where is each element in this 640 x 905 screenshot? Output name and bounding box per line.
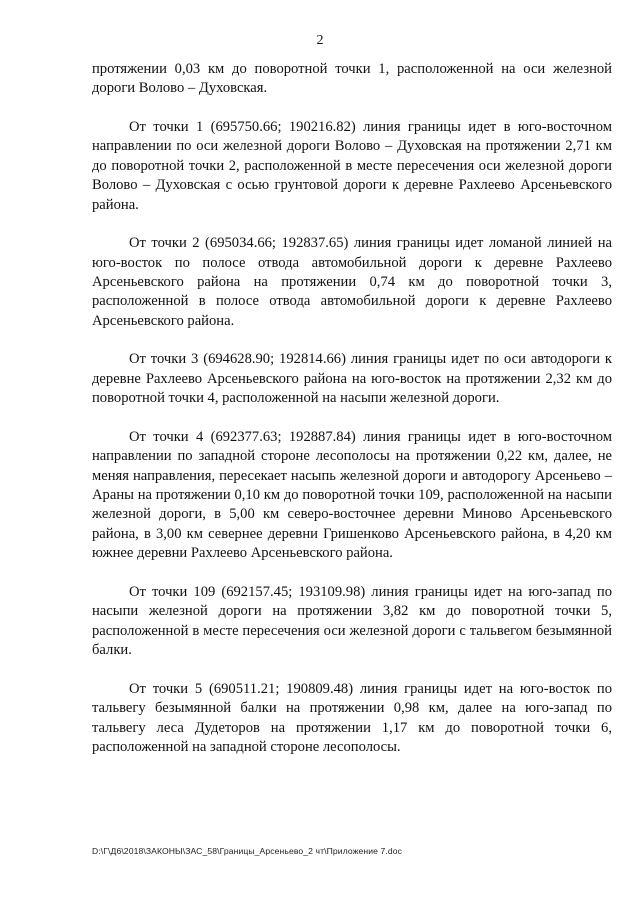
- paragraph-point-109: От точки 109 (692157.45; 193109.98) линия границы идет на юго-запад по насыпи железной дороги на протяжении 3,82 км до поворотной точки 5, расположенной в месте пересечения оси железной дороги с тальвегом безымянной балки.: [92, 583, 612, 659]
- paragraph-point-5: От точки 5 (690511.21; 190809.48) линия границы идет на юго-восток по тальвегу безымянной балки на протяжении 0,98 км, далее на юго-запад по тальвегу леса Дудеторов на протяжении 1,17 км до поворотной точки 6, расположенной на западной стороне лесополосы.: [92, 680, 612, 755]
- document-body: [92, 60, 612, 777]
- paragraph-point-2: От точки 2 (695034.66; 192837.65) линия границы идет ломаной линией на юго-восток по полосе отвода автомобильной дороги к деревне Рахлеево Арсеньевского района на протяжении 0,74 км до поворотной точки 3, расположенной в полосе отвода автомобильной дороги к деревне Рахлеево Арсеньевского района.: [92, 235, 612, 329]
- footer-file-path: D:\Г\Д6\2018\ЗАКОНЫ\ЗАС_58\Границы_Арсеньево_2 чт\Приложение 7.doc: [92, 846, 403, 856]
- page-number: 2: [316, 33, 324, 48]
- paragraph-continuation: протяжении 0,03 км до поворотной точки 1, расположенной на оси железной дороги Волово – Духовская.: [92, 61, 612, 97]
- paragraph-point-4: От точки 4 (692377.63; 192887.84) линия границы идет в юго-восточном направлении по западной стороне лесополосы на протяжении 0,22 км, далее, не меняя направления, пересекает насыпь железной дороги и автодорогу Арсеньево – Араны на протяжении 0,10 км до поворотной точки 109, расположенной на насыпи железной дороги, в 5,00 км северо-восточнее деревни Миново Арсеньевского района, в 3,00 км севернее деревни Гришенково Арсеньевского района, в 4,20 км южнее деревни Рахлеево Арсеньевского района.: [92, 428, 612, 562]
- paragraph-point-1: От точки 1 (695750.66; 190216.82) линия границы идет в юго-восточном направлении по оси железной дороги Волово – Духовская на протяжении 2,71 км до поворотной точки 2, расположенной в месте пересечения оси железной дороги Волово – Духовская с осью грунтовой дороги к деревне Рахлеево Арсеньевского района.: [92, 119, 612, 213]
- paragraph-point-3: От точки 3 (694628.90; 192814.66) линия границы идет по оси автодороги к деревне Рахлеево Арсеньевского района на юго-восток на протяжении 2,32 км до поворотной точки 4, расположенной на насыпи железной дороги.: [92, 351, 612, 407]
